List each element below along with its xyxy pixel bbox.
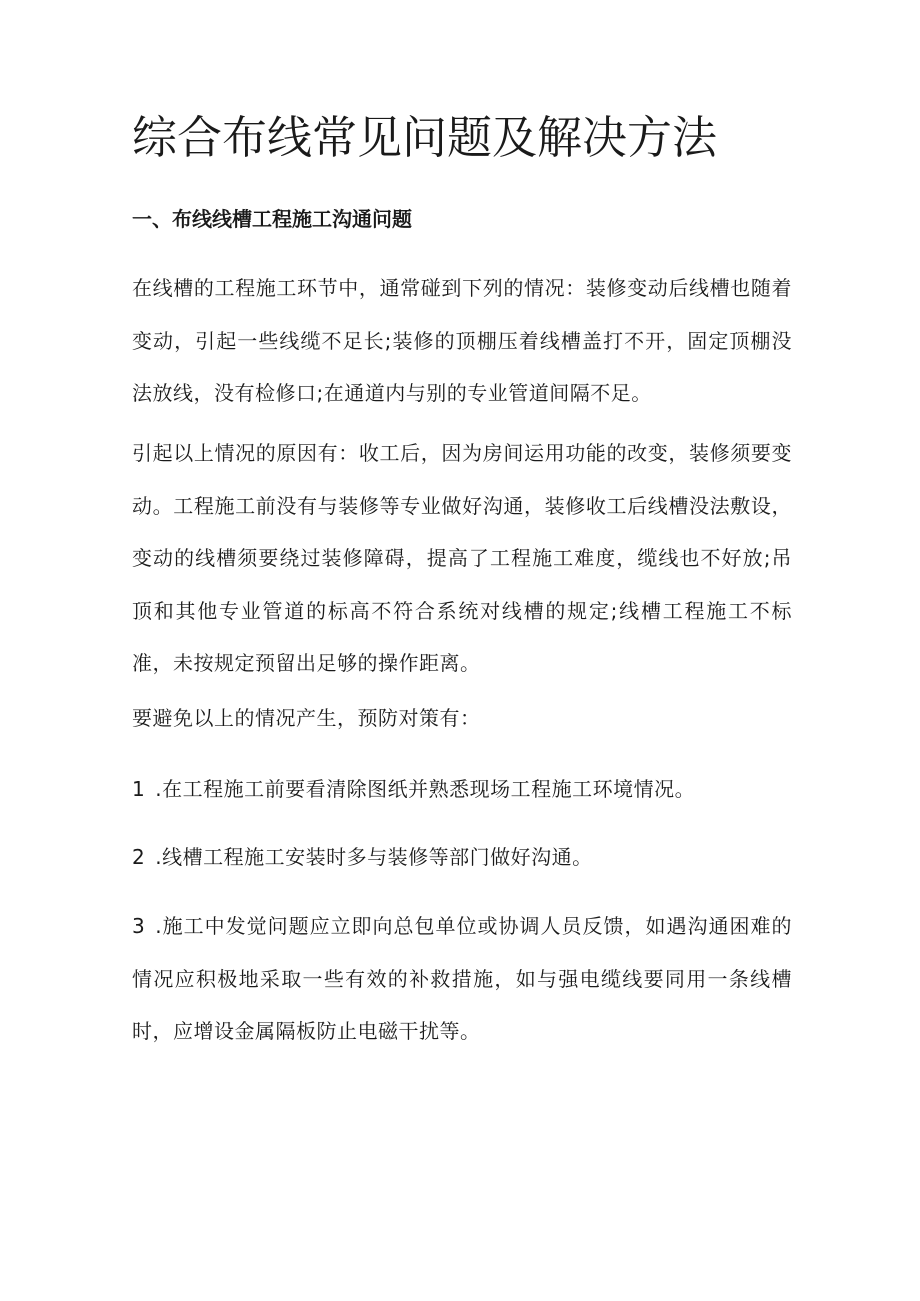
list-item-marker: . <box>155 845 163 869</box>
section-heading: 一、布线线槽工程施工沟通问题 <box>132 207 412 231</box>
list-item-number: 1 <box>132 777 146 801</box>
document-title: 综合布线常见问题及解决方法 <box>132 111 718 164</box>
list-item <box>132 831 792 884</box>
paragraph-countermeasures-intro: 要避免以上的情况产生，预防对策有： <box>132 706 481 730</box>
paragraph-causes: 引起以上情况的原因有：收工后，因为房间运用功能的改变，装修须要变动。工程施工前没有与装修等专业做好沟通，装修收工后线槽没法敷设，变动的线槽须要绕过装修障碍，提高了工程施工难度，缆线也不好放;吊顶和其他专业管道的标高不符合系统对线槽的规定;线槽工程施工不标准，未按规定预留出足够的操作距离。 <box>132 441 792 675</box>
list-item-marker: . <box>155 777 163 801</box>
paragraph-situations: 在线槽的工程施工环节中，通常碰到下列的情况：装修变动后线槽也随着变动，引起一些线缆不足长;装修的顶棚压着线槽盖打不开，固定顶棚没法放线，没有检修口;在通道内与别的专业管道间隔不足。 <box>132 276 792 405</box>
list-item-text: 线槽工程施工安装时多与装修等部门做好沟通。 <box>162 845 593 869</box>
list-item <box>132 900 792 1058</box>
list-item <box>132 763 792 816</box>
list-item-text: 施工中发觉问题应立即向总包单位或协调人员反馈，如遇沟通困难的情况应积极地采取一些有效的补救措施，如与强电缆线要同用一条线槽时，应增设金属隔板防止电磁干扰等。 <box>132 914 792 1043</box>
list-item-number: 3 <box>132 914 146 938</box>
list-item-number: 2 <box>132 845 146 869</box>
list-item-text: 在工程施工前要看清除图纸并熟悉现场工程施工环境情况。 <box>162 777 696 801</box>
list-item-marker: . <box>155 914 163 938</box>
